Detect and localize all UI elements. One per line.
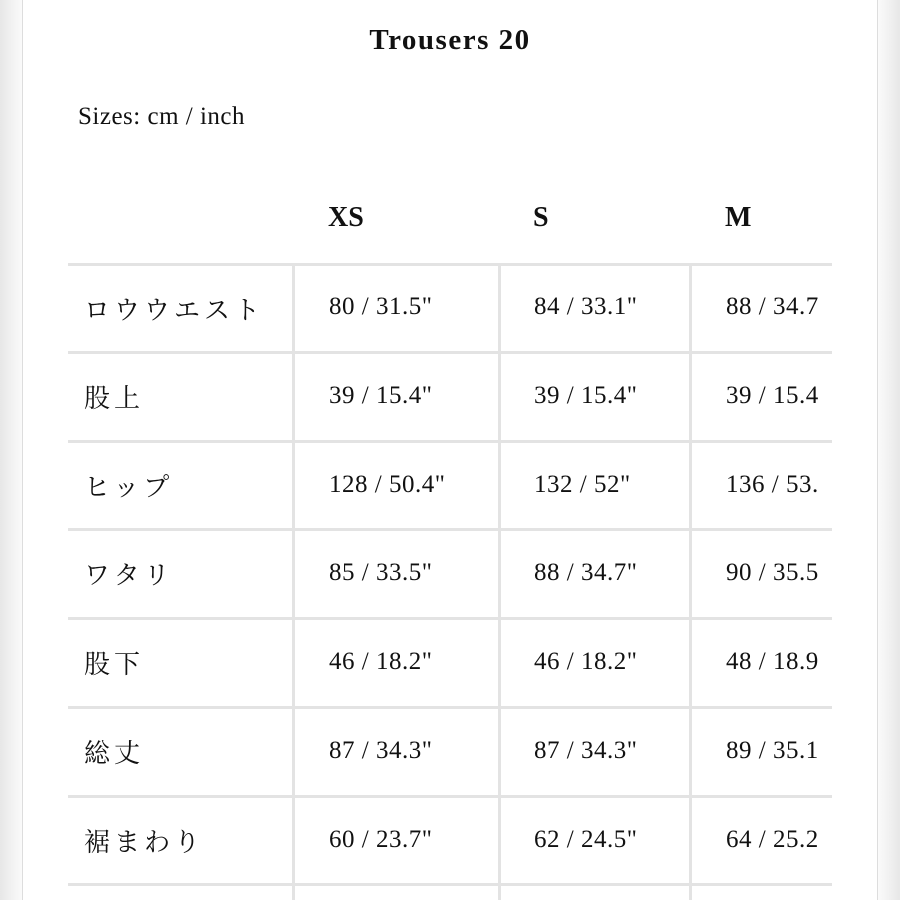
left-page-edge [0,0,23,900]
table-rule [68,351,832,354]
table-cell: 62 / 24.5" [534,826,638,853]
table-cell: 87 / 34.3" [329,737,433,764]
table-cell: 89 / 35.1 [726,737,819,764]
table-cell: 132 / 52" [534,471,631,498]
table-cell: 48 / 18.9 [726,648,819,675]
table-cell: 60 / 23.7" [329,826,433,853]
size-table [68,263,832,900]
table-cell: 80 / 31.5" [329,293,433,320]
table-column-rule [498,263,501,900]
table-cell: 84 / 33.1" [534,293,638,320]
table-cell: 39 / 15.4 [726,382,819,409]
table-rule [68,528,832,531]
row-label: 股下 [84,650,145,680]
table-cell: 90 / 35.5 [726,559,819,586]
units-label: Sizes: cm / inch [78,103,245,130]
table-cell: 64 / 25.2 [726,826,819,853]
row-label: 総丈 [84,739,145,769]
right-page-edge [877,0,900,900]
page-title: Trousers 20 [369,24,531,56]
table-rule [68,440,832,443]
row-label: 股上 [84,384,145,414]
table-column-rule [689,263,692,900]
table-rule [68,883,832,886]
row-label: ワタリ [84,561,174,591]
table-cell: 136 / 53. [726,471,819,498]
row-label: ロウウエスト [84,296,265,326]
table-cell: 88 / 34.7 [726,293,819,320]
table-cell: 39 / 15.4" [534,382,638,409]
table-rule [68,617,832,620]
row-label: 裾まわり [84,828,205,858]
size-header-m: M [725,202,752,233]
table-cell: 87 / 34.3" [534,737,638,764]
table-cell: 46 / 18.2" [329,648,433,675]
table-cell: 88 / 34.7" [534,559,638,586]
size-header-xs: XS [328,202,364,233]
table-rule [68,795,832,798]
size-header-s: S [533,202,549,233]
table-rule [68,263,832,266]
table-cell: 85 / 33.5" [329,559,433,586]
table-column-rule [292,263,295,900]
table-cell: 39 / 15.4" [329,382,433,409]
table-cell: 46 / 18.2" [534,648,638,675]
table-rule [68,706,832,709]
table-cell: 128 / 50.4" [329,471,446,498]
row-label: ヒップ [84,473,174,503]
